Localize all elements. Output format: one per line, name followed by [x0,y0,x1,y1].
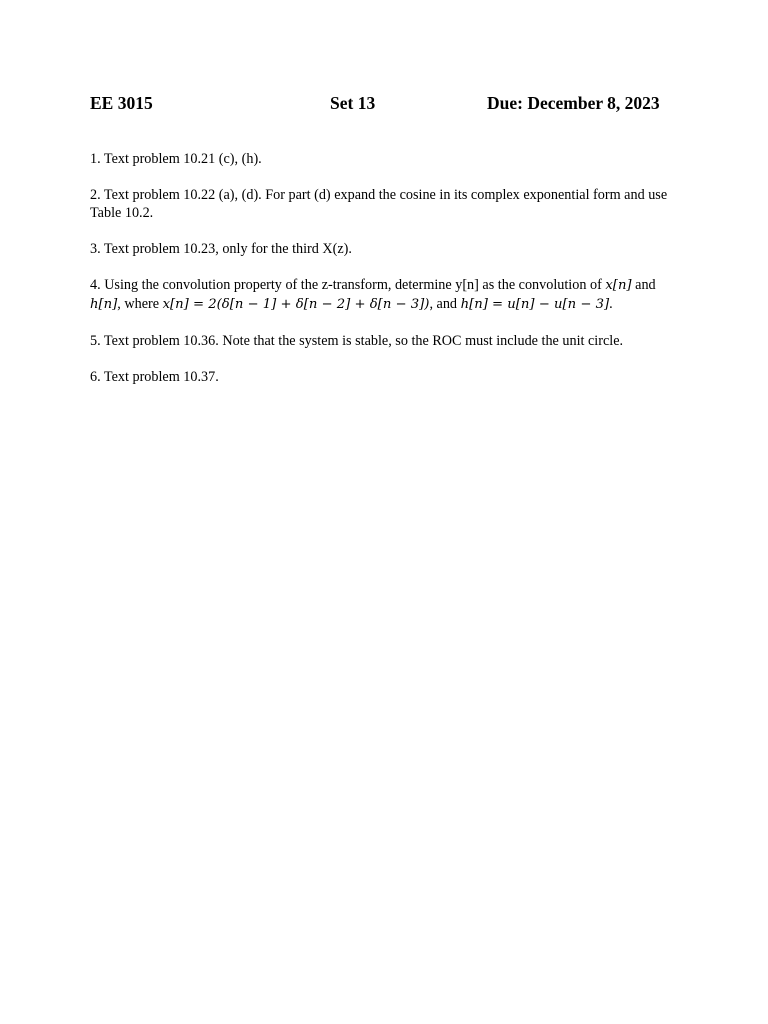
problem-4-text-comma-and: , and [429,296,461,312]
problem-2: 2. Text problem 10.22 (a), (d). For part (d) expand the cosine in its complex exponential form and use Table 10.2. [90,187,668,221]
problem-4-text-before: 4. Using the convolution property of the z-transform, determine y[n] as the convolution of [90,277,606,293]
problem-set-number: Set 13 [330,93,376,113]
problem-4-text-end: . [609,296,613,312]
problem-4-text-and: and [631,277,656,293]
math-x-definition: x[n] = 2(δ[n − 1] + δ[n − 2] + δ[n − 3]) [162,297,430,312]
due-date: Due: December 8, 2023 [487,93,660,113]
problem-3: 3. Text problem 10.23, only for the third X(z). [90,241,352,257]
math-h-of-n: h[n] [90,297,118,312]
course-code: EE 3015 [90,93,153,113]
problem-4-text-where: , where [117,296,163,312]
problem-5: 5. Text problem 10.36. Note that the system is stable, so the ROC must include the unit circle. [90,333,624,349]
problem-list [90,150,670,404]
problem-4 [90,276,670,314]
math-x-of-n: x[n] [605,278,632,293]
math-h-definition: h[n] = u[n] − u[n − 3] [460,297,610,312]
document-header [90,93,670,117]
problem-6: 6. Text problem 10.37. [90,369,219,385]
problem-1: 1. Text problem 10.21 (c), (h). [90,151,262,167]
